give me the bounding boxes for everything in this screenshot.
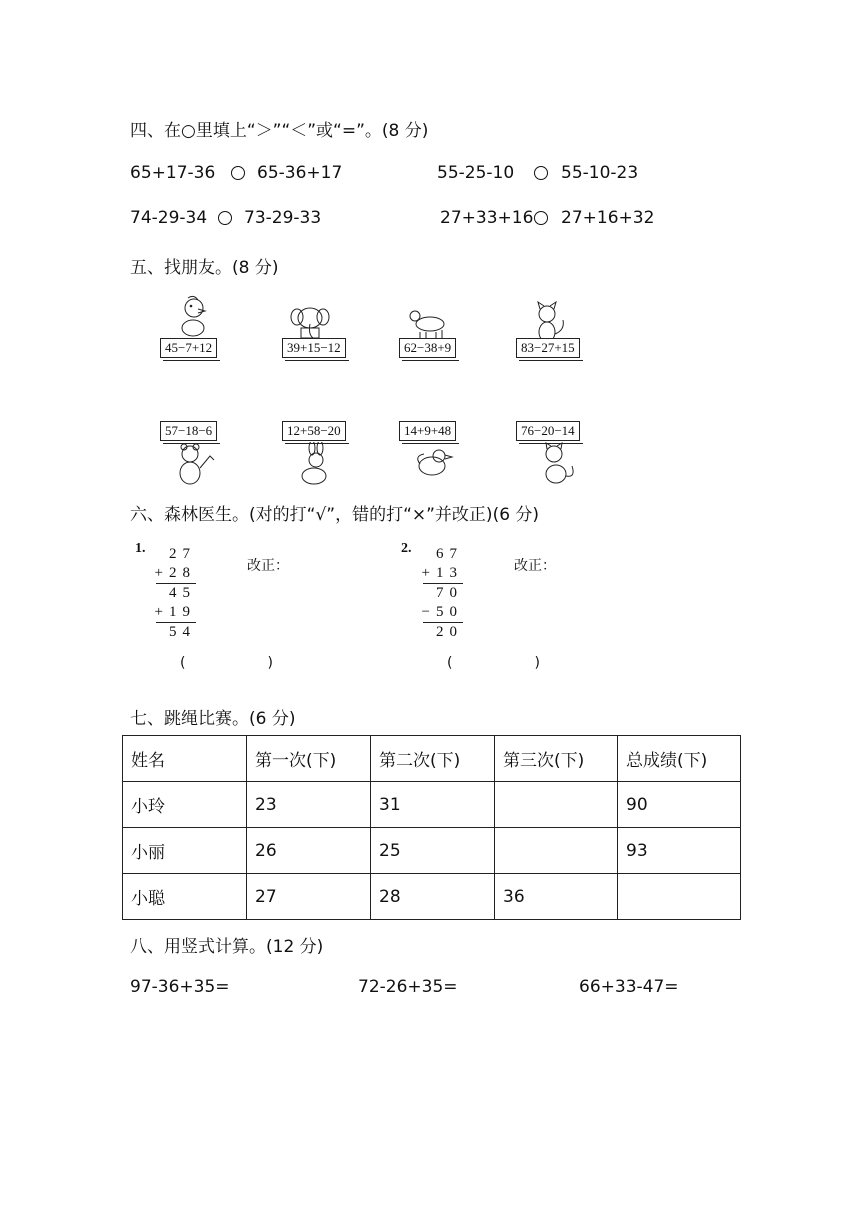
expression-card[interactable]: 76−20−14 bbox=[516, 421, 580, 441]
vertical-calculation bbox=[146, 545, 196, 642]
bear-icon bbox=[174, 442, 218, 488]
section4-title: 四、在○里填上“＞”“＜”或“=”。(8 分) bbox=[130, 121, 429, 141]
calc-row: 54 bbox=[169, 624, 196, 640]
table-row bbox=[123, 874, 741, 920]
duck-icon bbox=[172, 294, 216, 340]
correction-label: 改正： bbox=[247, 558, 289, 574]
section6-title: 六、森林医生。(对的打“√”，错的打“×”并改正)(6 分) bbox=[130, 505, 540, 525]
table-cell: 36 bbox=[495, 874, 618, 920]
calc-problem: 97-36+35= bbox=[130, 977, 230, 997]
expression-card[interactable]: 12+58−20 bbox=[282, 421, 346, 441]
table-header: 总成绩(下) bbox=[618, 736, 741, 782]
table-cell: 28 bbox=[371, 874, 495, 920]
table-cell: 小玲 bbox=[123, 782, 247, 828]
calc-problem: 66+33-47= bbox=[579, 977, 679, 997]
compare-circle[interactable] bbox=[534, 166, 548, 180]
calc-row: 27 bbox=[169, 546, 196, 562]
compare-right-expr: 65-36+17 bbox=[257, 163, 343, 183]
rabbit-icon bbox=[294, 442, 338, 488]
answer-paren[interactable]: ( ) bbox=[180, 655, 291, 671]
section8-title: 八、用竖式计算。(12 分) bbox=[130, 937, 324, 957]
compare-circle[interactable] bbox=[534, 211, 548, 225]
calc-row: 70 bbox=[436, 585, 463, 601]
table-header: 第三次(下) bbox=[495, 736, 618, 782]
calc-row: −50 bbox=[421, 604, 463, 620]
table-cell-blank[interactable] bbox=[618, 874, 741, 920]
score-table bbox=[122, 735, 741, 920]
expression-card[interactable]: 83−27+15 bbox=[516, 338, 580, 358]
table-cell: 小丽 bbox=[123, 828, 247, 874]
kitten-icon bbox=[536, 442, 580, 488]
table-header-row bbox=[123, 736, 741, 782]
expression-card[interactable]: 39+15−12 bbox=[282, 338, 346, 358]
compare-left-expr: 65+17-36 bbox=[130, 163, 216, 183]
expression-card[interactable]: 14+9+48 bbox=[399, 421, 456, 441]
compare-right-expr: 55-10-23 bbox=[561, 163, 639, 183]
table-cell-blank[interactable] bbox=[495, 782, 618, 828]
table-cell: 31 bbox=[371, 782, 495, 828]
table-header: 姓名 bbox=[123, 736, 247, 782]
calc-problem: 72-26+35= bbox=[358, 977, 458, 997]
expression-card[interactable]: 45−7+12 bbox=[160, 338, 217, 358]
compare-left-expr: 55-25-10 bbox=[437, 163, 515, 183]
section7-title: 七、跳绳比赛。(6 分) bbox=[130, 709, 296, 729]
vertical-calculation bbox=[413, 545, 463, 642]
calc-row: +13 bbox=[421, 565, 463, 581]
table-header: 第二次(下) bbox=[371, 736, 495, 782]
problem-number: 2. bbox=[401, 541, 412, 556]
expression-card[interactable]: 57−18−6 bbox=[160, 421, 217, 441]
table-cell: 23 bbox=[247, 782, 371, 828]
table-cell: 27 bbox=[247, 874, 371, 920]
section5-title: 五、找朋友。(8 分) bbox=[130, 258, 279, 278]
calc-row: 45 bbox=[169, 585, 196, 601]
calc-row: +28 bbox=[154, 565, 196, 581]
compare-circle[interactable] bbox=[231, 166, 245, 180]
compare-right-expr: 73-29-33 bbox=[244, 208, 322, 228]
table-row bbox=[123, 782, 741, 828]
compare-left-expr: 74-29-34 bbox=[130, 208, 208, 228]
bird-icon bbox=[412, 442, 456, 488]
answer-paren[interactable]: ( ) bbox=[447, 655, 558, 671]
calc-row: 20 bbox=[436, 624, 463, 640]
calc-row: +19 bbox=[154, 604, 196, 620]
compare-right-expr: 27+16+32 bbox=[561, 208, 655, 228]
table-cell: 26 bbox=[247, 828, 371, 874]
table-cell: 90 bbox=[618, 782, 741, 828]
table-cell-blank[interactable] bbox=[495, 828, 618, 874]
compare-left-expr: 27+33+16 bbox=[440, 208, 534, 228]
table-cell: 93 bbox=[618, 828, 741, 874]
table-cell: 小聪 bbox=[123, 874, 247, 920]
calc-row: 67 bbox=[436, 546, 463, 562]
compare-circle[interactable] bbox=[218, 211, 232, 225]
table-cell: 25 bbox=[371, 828, 495, 874]
table-row bbox=[123, 828, 741, 874]
table-header: 第一次(下) bbox=[247, 736, 371, 782]
expression-card[interactable]: 62−38+9 bbox=[399, 338, 456, 358]
problem-number: 1. bbox=[135, 541, 146, 556]
correction-label: 改正： bbox=[514, 558, 556, 574]
